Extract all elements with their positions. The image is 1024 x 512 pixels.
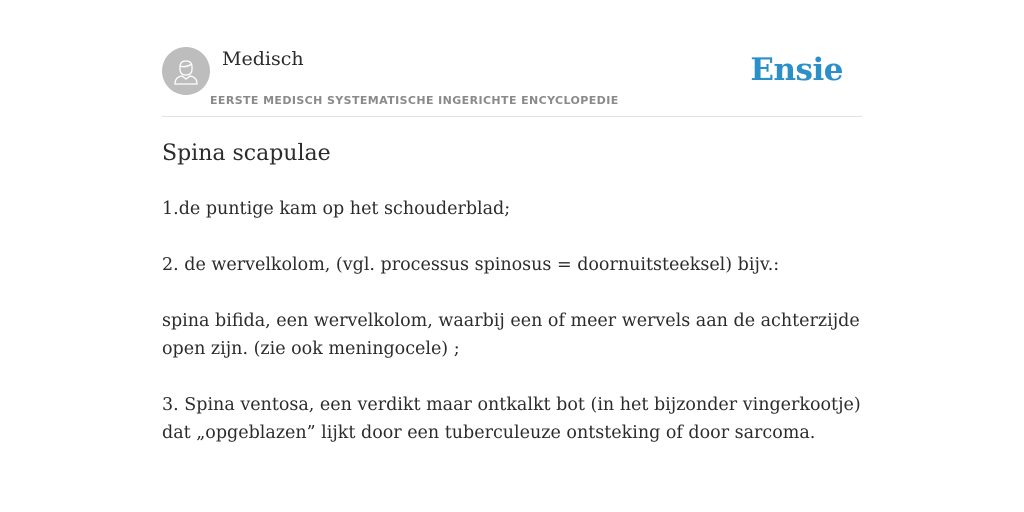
entry-paragraph: 2. de wervelkolom, (vgl. processus spinosus = doornuitsteeksel) bijv.: — [162, 255, 780, 275]
entry-paragraph: 1.de puntige kam op het schouderblad; — [162, 199, 511, 219]
entry-content — [162, 139, 862, 466]
dictionary-name-link[interactable]: Medisch — [222, 48, 304, 70]
brand-logo[interactable]: Ensie — [750, 52, 843, 88]
entry-paragraph: 3. Spina ventosa, een verdikt maar ontkalkt bot (in het bijzonder vingerkootje) dat „opgeblazen” lijkt door een tuberculeuze ontsteking of door sarcoma. — [162, 395, 861, 443]
entry-title: Spina scapulae — [162, 141, 331, 166]
entry-paragraph: spina bifida, een wervelkolom, waarbij een of meer wervels aan de achterzijde open zijn. (zie ook meningocele) ; — [162, 311, 860, 359]
user-avatar-icon — [171, 56, 201, 86]
dictionary-subtitle: EERSTE MEDISCH SYSTEMATISCHE INGERICHTE ENCYCLOPEDIE — [210, 94, 619, 107]
entry-body — [162, 195, 862, 447]
dictionary-header — [162, 47, 862, 117]
avatar[interactable] — [162, 47, 210, 95]
